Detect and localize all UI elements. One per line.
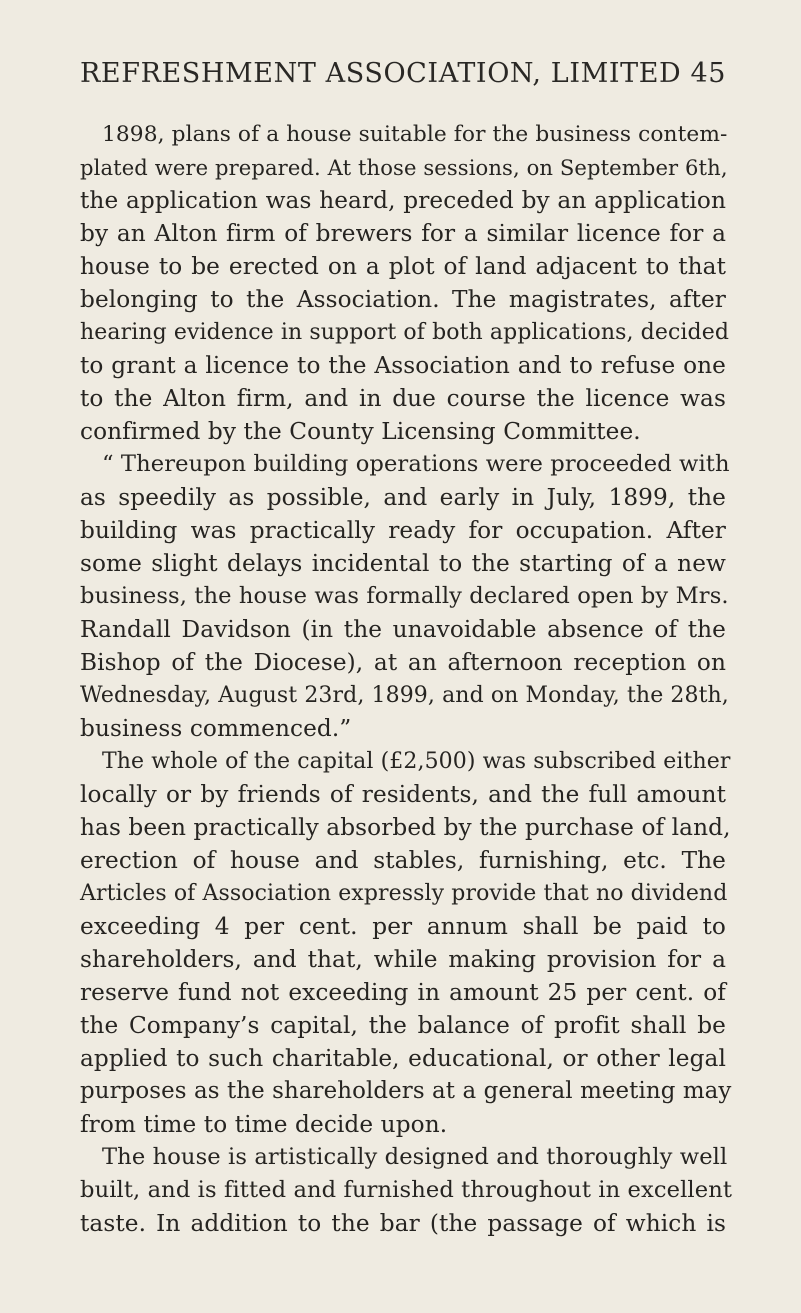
text-line: erection of house and stables, furnishing, etc. The: [80, 847, 726, 874]
text-line: The whole of the capital (£2,500) was subscribed either: [102, 749, 731, 774]
page-number: 45: [690, 58, 726, 89]
text-line: belonging to the Association. The magistrates, after: [80, 286, 726, 313]
text-line: 1898, plans of a house suitable for the business contem-: [102, 122, 728, 147]
text-line: to the Alton firm, and in due course the licence was: [80, 385, 726, 412]
text-line: confirmed by the County Licensing Committee.: [80, 418, 641, 445]
text-line: as speedily as possible, and early in July, 1899, the: [80, 484, 726, 511]
body-text: [80, 118, 733, 1240]
text-line: plated were prepared. At those sessions, on September 6th,: [80, 155, 728, 180]
text-line: the application was heard, preceded by an application: [80, 187, 726, 214]
text-line: applied to such charitable, educational, or other legal: [80, 1045, 726, 1072]
text-line: business commenced.”: [80, 715, 352, 742]
running-header: [80, 58, 726, 89]
text-line: Randall Davidson (in the unavoidable absence of the: [80, 616, 726, 643]
text-line: “ Thereupon building operations were proceeded with: [102, 451, 730, 477]
text-line: has been practically absorbed by the purchase of land,: [80, 814, 731, 841]
running-title: REFRESHMENT ASSOCIATION, LIMITED: [80, 58, 682, 89]
text-line: hearing evidence in support of both applications, decided: [80, 320, 730, 345]
text-line: purposes as the shareholders at a general meeting may: [80, 1078, 732, 1104]
text-line: some slight delays incidental to the starting of a new: [80, 550, 726, 577]
text-line: the Company’s capital, the balance of profit shall be: [80, 1012, 726, 1039]
text-line: Wednesday, August 23rd, 1899, and on Monday, the 28th,: [80, 683, 729, 708]
text-line: business, the house was formally declared open by Mrs.: [80, 583, 729, 609]
text-line: from time to time decide upon.: [80, 1111, 448, 1138]
text-line: Articles of Association expressly provide that no dividend: [80, 881, 728, 906]
text-line: locally or by friends of residents, and the full amount: [80, 781, 726, 808]
text-line: built, and is fitted and furnished throughout in excellent: [80, 1177, 733, 1203]
text-line: exceeding 4 per cent. per annum shall be paid to: [80, 913, 726, 940]
text-line: building was practically ready for occupation. After: [80, 517, 726, 544]
text-line: house to be erected on a plot of land adjacent to that: [80, 253, 726, 280]
text-line: Bishop of the Diocese), at an afternoon reception on: [80, 649, 726, 676]
text-line: taste. In addition to the bar (the passage of which is: [80, 1210, 726, 1237]
text-line: by an Alton firm of brewers for a similar licence for a: [80, 220, 726, 247]
text-line: shareholders, and that, while making provision for a: [80, 946, 726, 973]
text-line: reserve fund not exceeding in amount 25 per cent. of: [80, 979, 726, 1006]
text-line: to grant a licence to the Association and to refuse one: [80, 352, 726, 379]
text-line: The house is artistically designed and thoroughly well: [102, 1144, 728, 1170]
